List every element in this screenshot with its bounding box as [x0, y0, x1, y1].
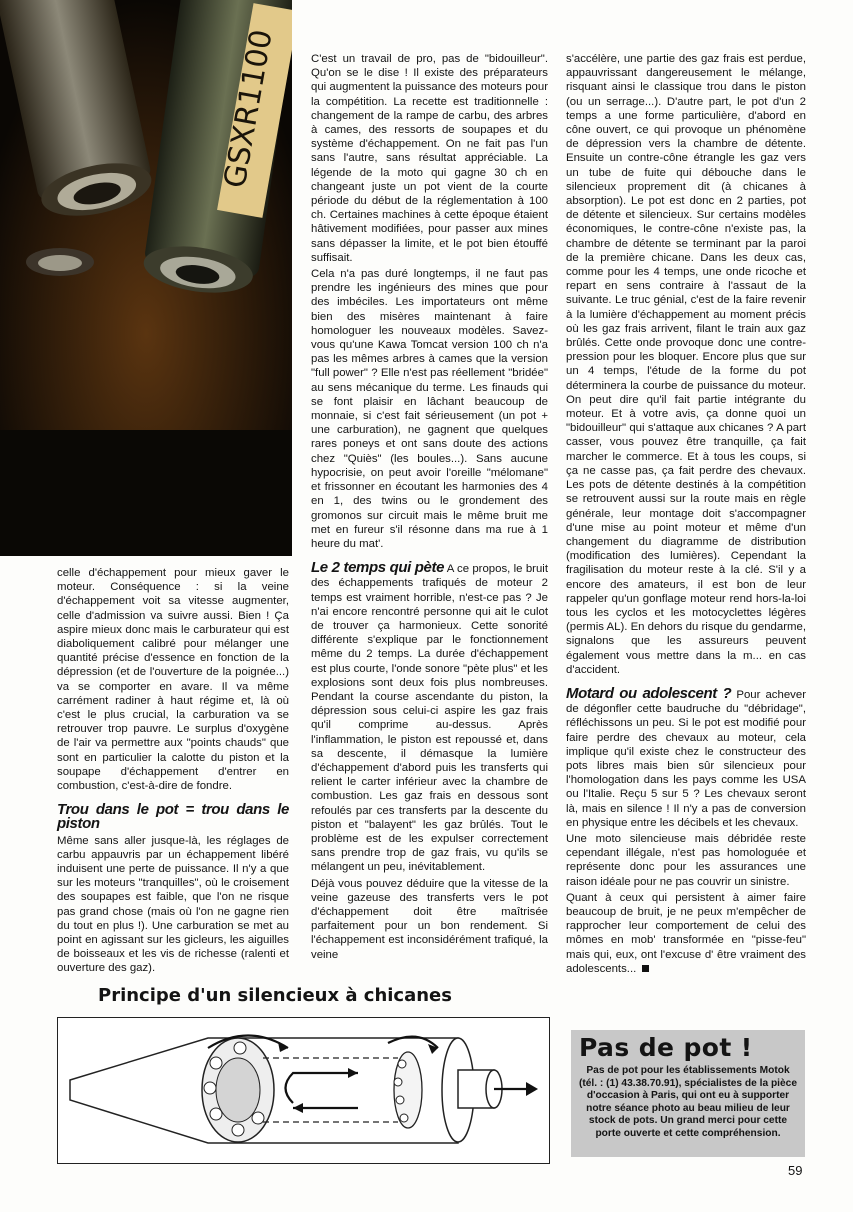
- subheading: Motard ou adolescent ?: [566, 684, 732, 702]
- subheading: Trou dans le pot = trou dans le piston: [57, 801, 289, 833]
- paragraph-text: Quant à ceux qui persistent à aimer faire beaucoup de bruit, je ne peux m'empêcher de rapprocher leur comportement de celui des mômes en mob' transformée en "pisse-feu" mais qui, eux, ont l'excuse d' être vraiment des adolescents...: [566, 891, 806, 975]
- end-mark: [642, 965, 649, 972]
- pipe-label: GSXR1100: [217, 27, 280, 191]
- silencer-diagram: [57, 1017, 550, 1164]
- paragraph: Une moto silencieuse mais débridée reste cependant illégale, n'est pas homologuée et représente donc pour les assurances une raison idéale pour ne pas couvrir un sinistre.: [566, 832, 806, 888]
- column-2: [311, 52, 548, 964]
- paragraph-with-heading: [311, 561, 548, 874]
- paragraph: s'accélère, une partie des gaz frais est perdue, appauvrissant dangereusement le mélange, risquant ainsi le classique trou dans le piston (ou un serrage...). D'autre part, le pot d'un 2 temps a une forme particulière, d'abord en cône ouvert, ce qui provoque un phénomène de dépression vers la chambre de détente. Ensuite un contre-cône étrangle les gaz vers un tube de fuite qui débouche dans le silencieux proprement dit (à chicanes à absorption). Le pot est donc en 2 parties, pot de détente et silencieux. Sur certains modèles économiques, le contre-cône n'existe pas, la chambre de détente se terminant par la paroi de la première chicane. Dans les deux cas, comme pour les 4 temps, une onde ricoche et repart en sens contraire à l'assaut de la suivante. Le truc génial, c'est de la faire revenir à la lumière d'échappement au moment précis où les gaz frais arrivent, filant le train aux gaz brûlés. Cette onde provoque donc une contre-pression pour les bloquer. Encore plus que sur un 4 temps, l'étude de la forme du pot déterminera la courbe de puissance du moteur. On peut dire qu'il fait partie intégrante du moteur. Et à votre avis, ça donne quoi un "bidouilleur" qui s'attaque aux chicanes ? A part casser, vous pouvez être tranquille, ça fait marcher le commerce. Et à tous les coups, si ça ne casse pas, ça fait perdre des chevaux. Les pots de détente destinés à la compétition se retrouvent aussi sur la route mais en règle générale, leur montage doit s'accompagner d'une mise au point moteur et même d'un changement du diagramme de distribution (modification des lumières). Cependant la fragilisation du moteur reste à la clé. S'il y a encore des amateurs, il est bon de leur rappeler qu'un gonflage moteur rend hors-la-loi tous les cyclos et les motocyclettes légères (permis AL). En dehors du risque du gendarme, signalons que les assureurs peuvent également vous mettre dans la m... en cas d'accident.: [566, 53, 806, 676]
- exhaust-photo: [0, 0, 292, 556]
- subheading: Le 2 temps qui pète: [311, 559, 445, 577]
- paragraph-with-heading: [566, 684, 806, 830]
- box-title: Pas de pot !: [579, 1033, 753, 1062]
- column-3: [566, 52, 806, 978]
- column-1: [57, 566, 289, 978]
- paragraph: celle d'échappement pour mieux gaver le moteur. Conséquence : si la veine d'échappement voit sa vitesse augmenter, celle d'admission va suivre aussi. Bien ! Ça aspire mieux donc mais le carburateur qui est diaboliquement calibré pour mélanger une quantité précise d'essence en fonction de la dépression (et de l'ouverture de la poignée...) va se comporter en avare. Il va même carrément radiner à haut régime et, là où c'est le plus crucial, la carburation va se retrouver trop pauvre. Le surplus d'oxygène de l'air va permettre aux "points chauds" que sont en particulier la calotte du piston et la soupape d'échappement d'entrer en combustion, c'est-à-dire de fondre.: [57, 567, 289, 793]
- page-number: 59: [788, 1163, 803, 1178]
- paragraph: Même sans aller jusque-là, les réglages de carbu appauvris par un échappement libéré induisent une perte de puissance. Il n'y a que sur les moteurs "tranquilles", où le croisement des soupapes est faible, que l'on ne risque pas grand chose (mais où l'on ne gagne rien du tout en plus !). Une carburation se met au point en agissant sur les gicleurs, les aiguilles de boisseaux et les vis de richesse (ralenti et ouverture des gaz).: [57, 834, 289, 975]
- sidebar-box: [571, 1030, 805, 1157]
- paragraph: Cela n'a pas duré longtemps, il ne faut pas prendre les ingénieurs des mines que pour des imbéciles. Les importateurs ont même bien des misères maintenant à faire homologuer les nouveaux modèles. Savez-vous qu'une Kawa Tomcat version 100 ch n'a pas les mêmes arbres à cames que la version "full power" ? Elle n'est pas réellement "bridée" au sens mécanique du terme. Les finauds qui se font plaisir en lâchant beaucoup de monnaie, si c'est fait sérieusement (un pot + une carburation), ne gagnent que quelques rares poneys et ont sans doute des actions chez "Quiès" (les boules...). Sans aucune hypocrisie, on peut avoir l'oreille "mélomane" et frissonner en écoutant les harmonies des 4 en 1, des twins ou le grondement des gromonos sur circuit mais le même bruit me met en fureur s'il résonne dans ma rue à 1 heure du mat'.: [311, 268, 548, 550]
- paragraph: C'est un travail de pro, pas de "bidouilleur". Qu'on se le dise ! Il existe des préparateurs qui augmentent la puissance des moteurs pour la compétition. La recette est traditionnelle : changement de la rampe de carbu, des arbres à cames, des ressorts de soupapes et du système d'échappement. On ne fait pas l'un sans l'autre, sans résultat appréciable. La légende de la moto qui gagne 30 ch en changeant juste un pot vient de la courte période du début de la réglementation à 100 ch. Certaines machines à cette époque étaient hâtivement modifiées, pour passer aux mines sans dépasser la limite, et le pot bien étouffé suffisait.: [311, 53, 548, 264]
- silencer-drawing: [58, 1018, 549, 1163]
- box-text: Pas de pot pour les établissements Motok (tél. : (1) 43.38.70.91), spécialistes de la pièce d'occasion à Paris, qui ont eu à supporter notre séance photo au beau milieu de leur stock de pots. Un grand merci pour cette porte ouverte et cette compréhension.: [578, 1065, 797, 1139]
- exhaust-pipes-illustration: [0, 0, 292, 556]
- paragraph-text: Pour achever de dégonfler cette baudruche du "débridage", réfléchissons un peu. Si le pot est modifié pour faire perdre des chevaux au moteur, cela implique qu'il existe chez le constructeur des pots libres mais bien sûr silencieux pour l'homologation dans les pays comme les USA ou l'Italie. Reçu 5 sur 5 ? Les chevaux seront là, mais en silence ! Il n'y a pas de conversion en physique entre les décibels et les chevaux.: [566, 688, 806, 829]
- paragraph: [566, 891, 806, 976]
- diagram-title: Principe d'un silencieux à chicanes: [98, 985, 452, 1006]
- paragraph: Déjà vous pouvez déduire que la vitesse de la veine gazeuse des transferts vers le pot d'échappement doit être maîtrisée parfaitement pour un bon rendement. Si l'échappement est inconsidérément trafiqué, la veine: [311, 877, 548, 961]
- paragraph-text: A ce propos, le bruit des échappements trafiqués de moteur 2 temps est vraiment horrible, n'est-ce pas ? Je n'ai encore rencontré personne qui ait le culot de trouver ça harmonieux. Cette sonorité différente s'explique par le fonctionnement même du 2 temps. La durée d'échappement est plus courte, l'onde sonore "pète plus" et les explosions sont deux fois plus nombreuses. Pendant la course ascendante du piston, la dépression sous celui-ci aspire les gaz frais qu'il comprime au-dessus. Après l'inflammation, le piston est repoussé et, dans sa descente, il démasque la lumière d'échappement d'abord puis les transferts qui relient le carter inférieur avec la chambre de combustion. Les gaz frais en dessous sont refoulés par ces transferts par la descente du piston et "balayent" les gaz brûlés. Tout le problème est de les expulser correctement sans prendre trop de gaz frais, vu qu'ils se mélangent un peu, inévitablement.: [311, 563, 548, 874]
